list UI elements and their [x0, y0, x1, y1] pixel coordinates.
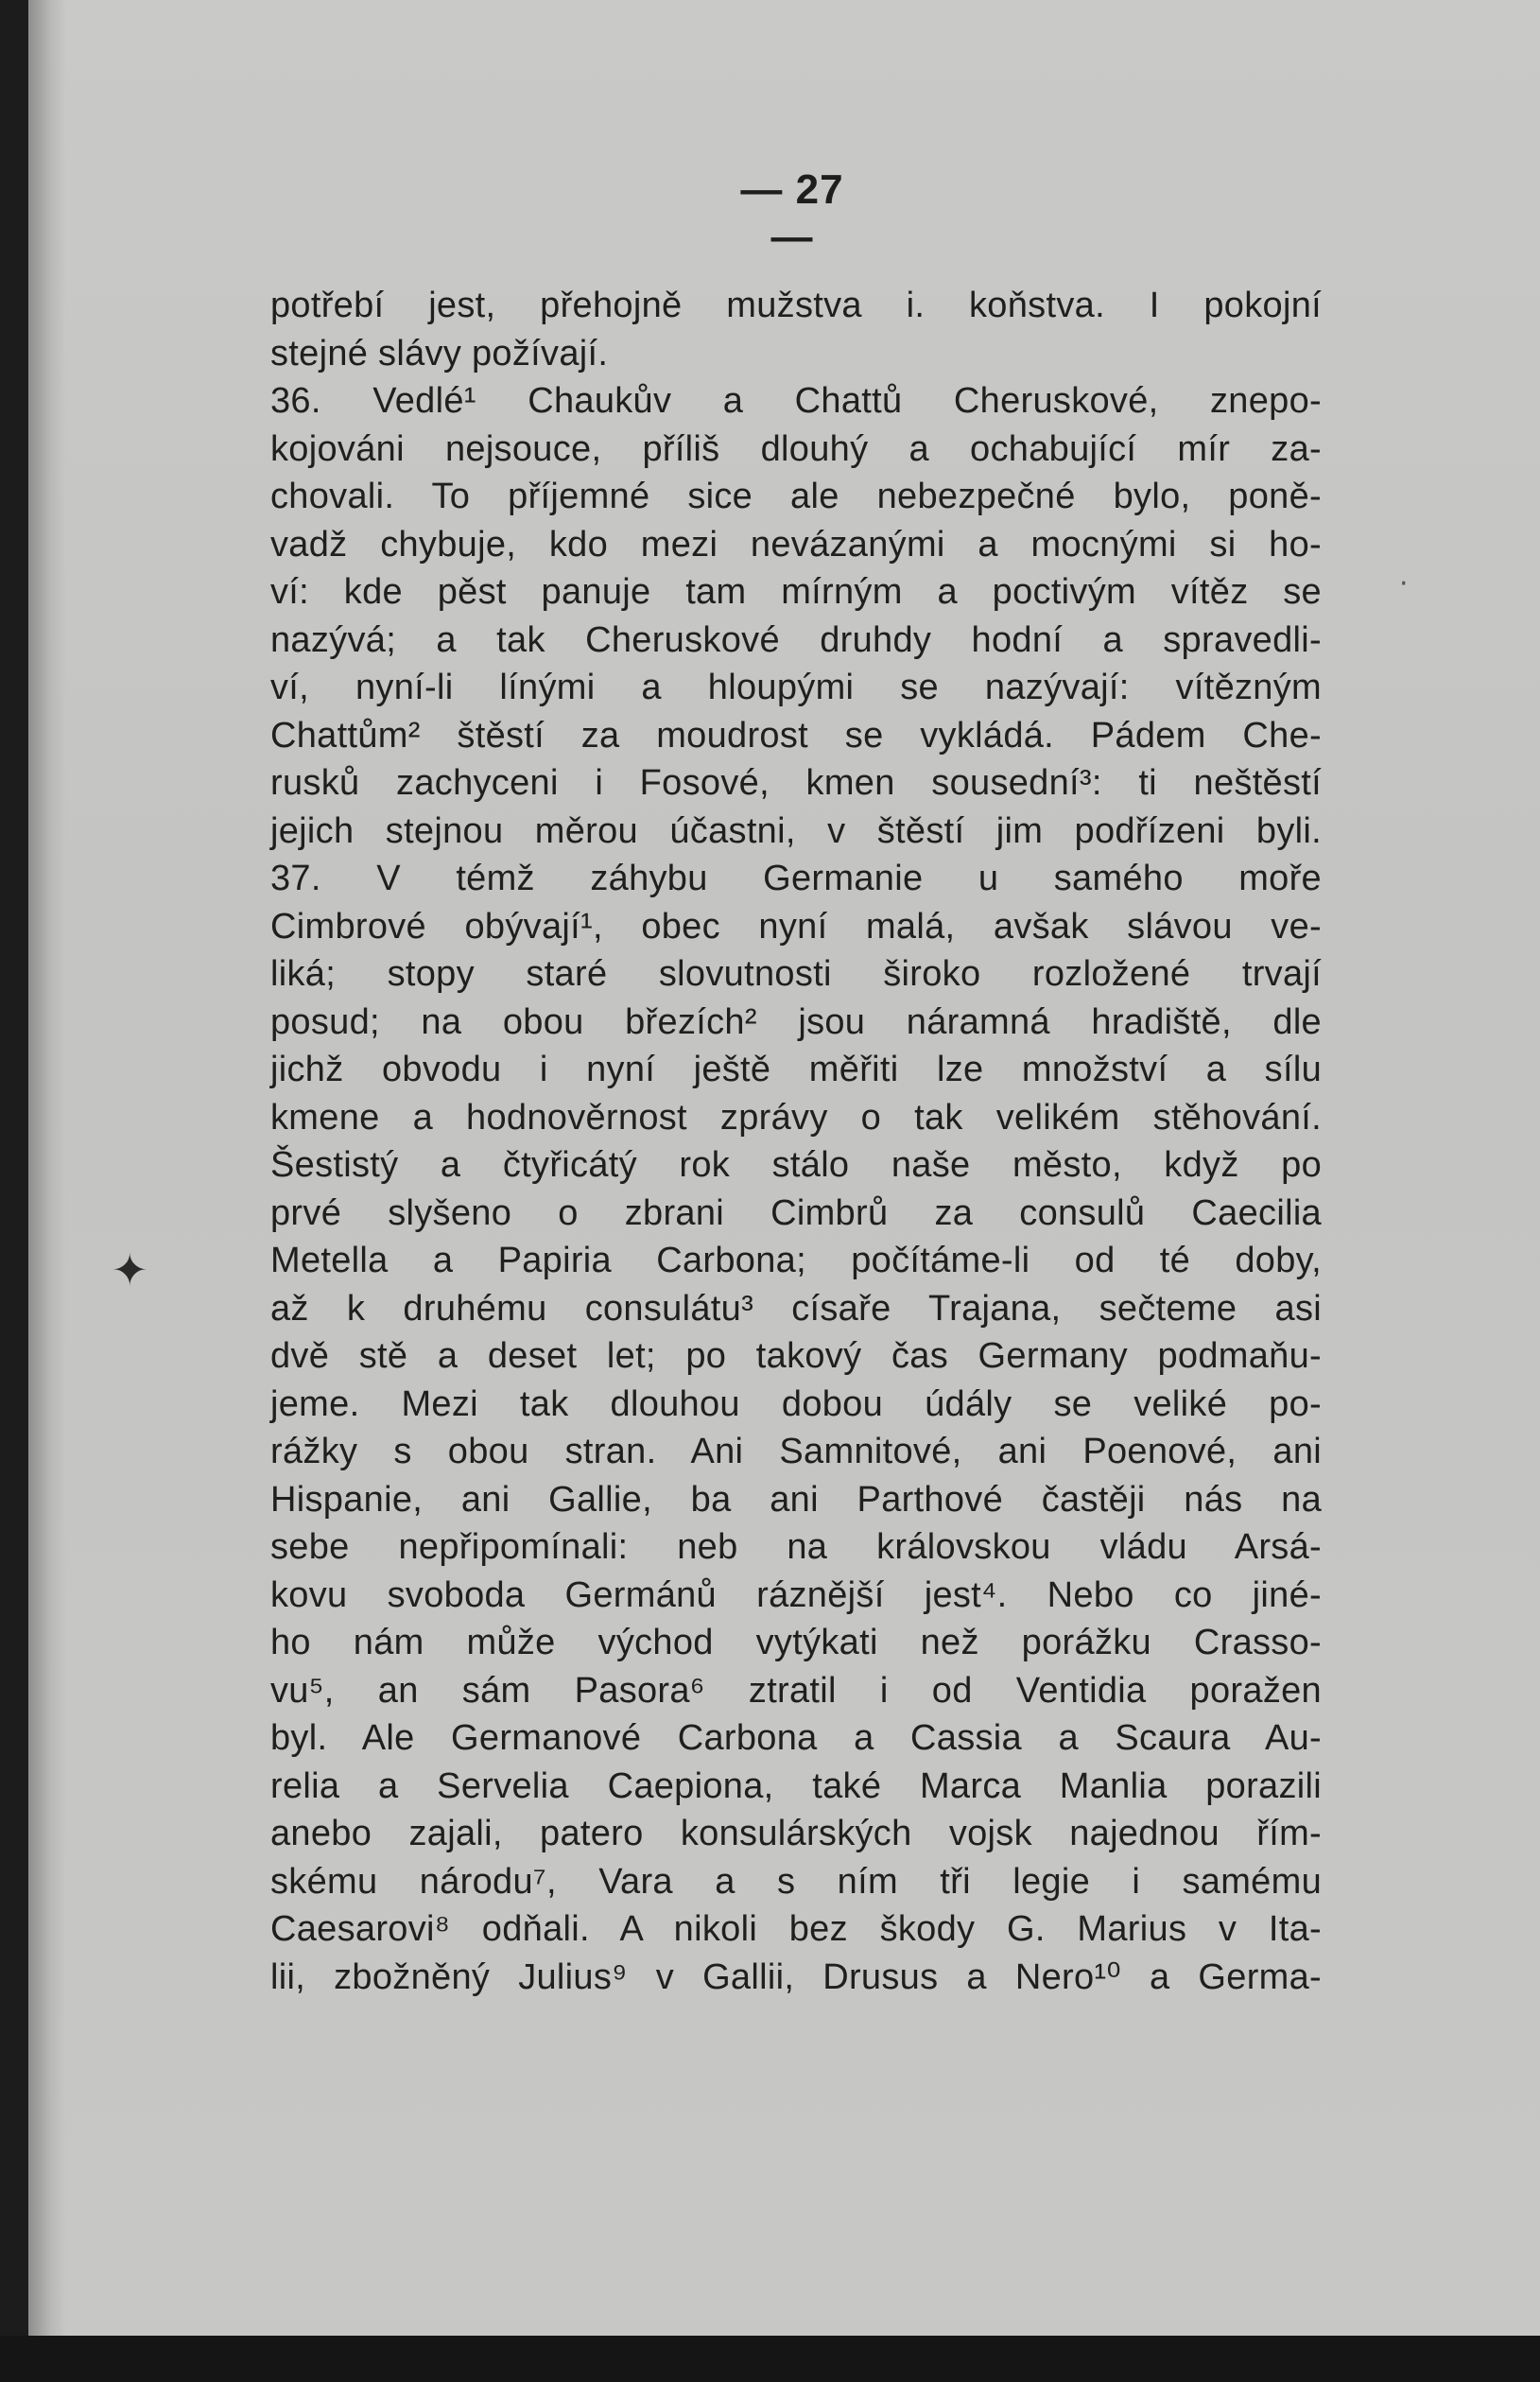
text-line: ví, nyní-li línými a hloupými se nazývají: vítězným — [270, 668, 1322, 707]
text-line: 37. V témž záhybu Germanie u samého moře — [270, 859, 1322, 898]
scan-border — [0, 2336, 1540, 2382]
text-line: rusků zachyceni i Fosové, kmen sousední³: ti neštěstí — [270, 763, 1322, 803]
text-line: Šestistý a čtyřicátý rok stálo naše město, když po — [270, 1145, 1322, 1185]
text-line: jejich stejnou měrou účastni, v štěstí jim podřízeni byli. — [270, 810, 1322, 851]
text-line: byl. Ale Germanové Carbona a Cassia a Scaura Au- — [270, 1718, 1322, 1758]
text-line: vadž chybuje, kdo mezi nevázanými a mocnými si ho- — [270, 524, 1322, 565]
text-line: nazývá; a tak Cheruskové druhdy hodní a spravedli- — [270, 619, 1322, 660]
text-line: sebe nepřipomínali: neb na královskou vládu Arsá- — [270, 1527, 1322, 1567]
text-line: Caesarovi⁸ odňali. A nikoli bez škody G. Marius v Ita- — [270, 1909, 1322, 1949]
margin-ink-mark-icon: · — [1399, 567, 1409, 600]
body-text — [270, 282, 1322, 2001]
text-line: jeme. Mezi tak dlouhou dobou údály se veliké po- — [270, 1383, 1322, 1424]
margin-pointer-icon: ✦ — [112, 1244, 148, 1295]
text-line: kovu svoboda Germánů ráznější jest⁴. Nebo co jiné- — [270, 1574, 1322, 1615]
text-line: jichž obvodu i nyní ještě měřiti lze množství a sílu — [270, 1050, 1322, 1089]
scanned-page — [28, 0, 1540, 2336]
text-line: prvé slyšeno o zbrani Cimbrů za consulů Caecilia — [270, 1192, 1322, 1233]
text-line: lii, zbožněný Julius⁹ v Gallii, Drusus a Nero¹⁰ a Germa- — [270, 1956, 1322, 1997]
text-line: kojováni nejsouce, příliš dlouhý a ochabující mír za- — [270, 428, 1322, 469]
text-line: rážky s obou stran. Ani Samnitové, ani Poenové, ani — [270, 1432, 1322, 1471]
text-line: vu⁵, an sám Pasora⁶ ztratil i od Ventidia poražen — [270, 1670, 1322, 1711]
text-line: až k druhému consulátu³ císaře Trajana, sečteme asi — [270, 1288, 1322, 1329]
text-line: ví: kde pěst panuje tam mírným a poctivým vítěz se — [270, 572, 1322, 612]
text-line: relia a Servelia Caepiona, také Marca Manlia porazili — [270, 1765, 1322, 1806]
page-number: — 27 — — [740, 166, 844, 260]
text-line: chovali. To příjemné sice ale nebezpečné bylo, poně- — [270, 477, 1322, 516]
text-line: Cimbrové obývají¹, obec nyní malá, avšak slávou ve- — [270, 906, 1322, 947]
text-line: potřebí jest, přehojně mužstva i. koňstva. I pokojní — [270, 286, 1322, 325]
text-line: posud; na obou březích² jsou náramná hradiště, dle — [270, 1001, 1322, 1042]
text-line: liká; stopy staré slovutnosti široko rozložené trvají — [270, 954, 1322, 994]
text-line: Hispanie, ani Gallie, ba ani Parthové častěji nás na — [270, 1479, 1322, 1520]
text-line: stejné slávy požívají. — [270, 333, 609, 374]
text-line: ho nám může východ vytýkati než porážku Crasso- — [270, 1623, 1322, 1662]
text-line: Metella a Papiria Carbona; počítáme-li od té doby, — [270, 1241, 1322, 1280]
text-line: anebo zajali, patero konsulárských vojsk najednou řím- — [270, 1814, 1322, 1853]
text-line: Chattům² štěstí za moudrost se vykládá. Pádem Che- — [270, 715, 1322, 756]
text-line: kmene a hodnověrnost zprávy o tak velikém stěhování. — [270, 1097, 1322, 1138]
text-line: dvě stě a deset let; po takový čas Germany podmaňu- — [270, 1336, 1322, 1376]
text-line: 36. Vedlé¹ Chaukův a Chattů Cheruskové, znepo- — [270, 381, 1322, 421]
text-line: skému národu⁷, Vara a s ním tři legie i samému — [270, 1861, 1322, 1902]
